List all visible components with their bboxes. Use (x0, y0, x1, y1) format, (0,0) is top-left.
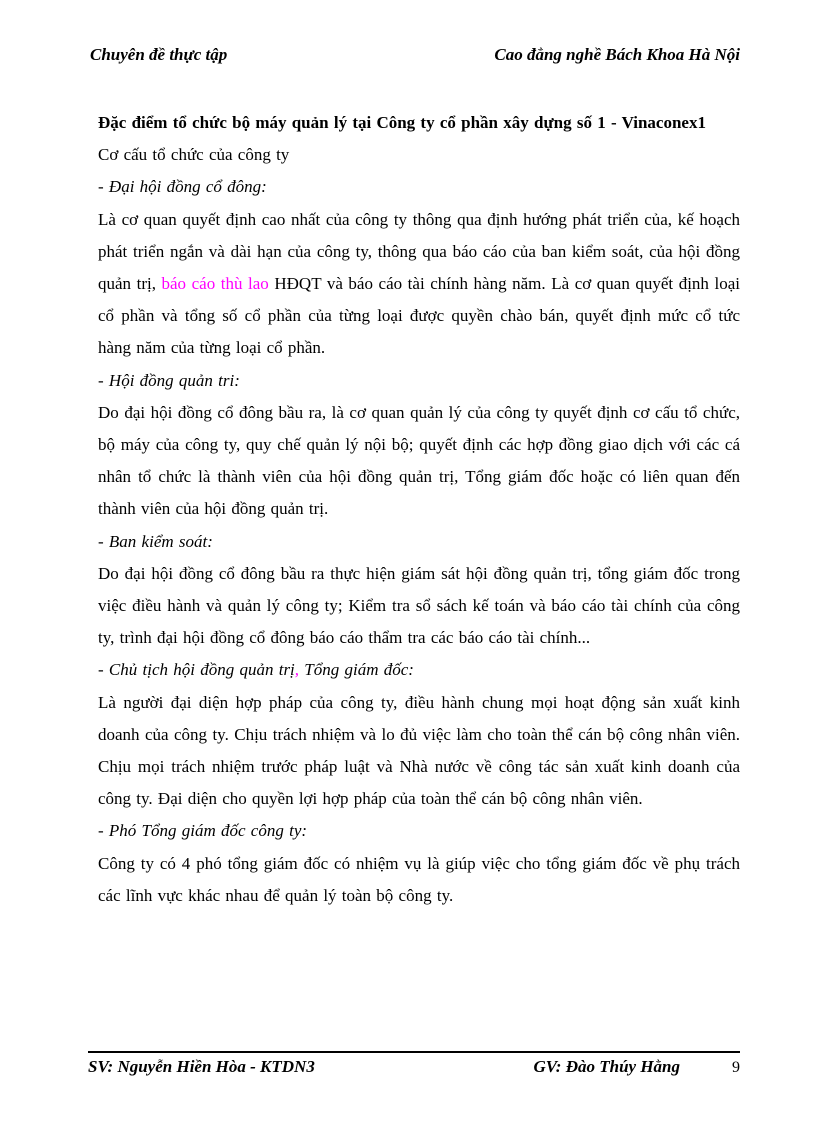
heading-pho-tong-giam-doc: - Phó Tổng giám đốc công ty: (98, 821, 308, 841)
header-right-text: Cao đẳng nghề Bách Khoa Hà Nội (494, 45, 740, 64)
page-header (90, 44, 740, 66)
header-left-text: Chuyên đề thực tập (90, 45, 228, 64)
paragraph-hoi-dong-quan-tri: Do đại hội đồng cổ đông bầu ra, là cơ quan quản lý của công ty quyết định cơ cấu tổ chức, bộ máy của công ty, quy chế quản lý nội bộ; quyết định các hợp đồng giao dịch với các cá nhân tổ chức là thành viên của hội đồng quản trị, Tổng giám đốc hoặc có liên quan đến thành viên của hội đồng quản trị. (98, 402, 740, 519)
paragraph-text: Là cơ quan quyết định cao nhất của công ty thông qua định hướng phát triển của, kế hoạch phát triển ngắn và dài hạn của công ty, thông qua báo cáo của ban kiểm soát, của hội đồng quản trị, (98, 209, 740, 294)
heading-text: - Chủ tịch hội đồng quản trị (98, 660, 295, 680)
highlighted-text: báo cáo thù lao (161, 274, 269, 294)
heading-dai-hoi-dong-co-dong: - Đại hội đồng cổ đông: (98, 177, 267, 197)
paragraph-text: HĐQT và báo cáo tài chính hàng năm. Là cơ quan quyết định loại cổ phần và tổng số cổ phần của từng loại được quyền chào bán, quyết định mức cổ tức hàng năm của từng loại cổ phần. (98, 274, 740, 358)
page-number: 9 (732, 1059, 740, 1076)
page-footer (88, 1051, 740, 1079)
heading-ban-kiem-soat: - Ban kiểm soát: (98, 531, 213, 551)
document-body (98, 107, 740, 912)
heading-text: Tổng giám đốc: (299, 660, 414, 680)
paragraph-ban-kiem-soat: Do đại hội đồng cổ đông bầu ra thực hiện giám sát hội đồng quản trị, tổng giám đốc trong việc điều hành và quản lý công ty; Kiểm tra sổ sách kế toán và báo cáo tài chính của công ty, trình đại hội đồng cổ đông báo cáo thẩm tra các báo cáo tài chính... (98, 563, 740, 648)
intro-line: Cơ cấu tổ chức của công ty (98, 145, 290, 165)
paragraph-pho-tong-giam-doc: Công ty có 4 phó tổng giám đốc có nhiệm vụ là giúp việc cho tổng giám đốc về phụ trách các lĩnh vực khác nhau để quản lý toàn bộ công ty. (98, 853, 740, 905)
paragraph-chu-tich-tong-giam-doc: Là người đại diện hợp pháp của công ty, điều hành chung mọi hoạt động sản xuất kinh doanh của công ty. Chịu trách nhiệm và lo đủ việc làm cho toàn thể cán bộ công nhân viên. Chịu mọi trách nhiệm trước pháp luật và Nhà nước về công tác sản xuất kinh doanh của công ty. Đại diện cho quyền lợi hợp pháp của toàn thể cán bộ công nhân viên. (98, 692, 740, 809)
paragraph-dai-hoi-dong-co-dong (98, 204, 740, 365)
heading-hoi-dong-quan-tri: - Hội đồng quản tri: (98, 370, 240, 390)
footer-student-name: SV: Nguyễn Hiền Hòa - KTDN3 (88, 1057, 315, 1076)
highlighted-comma: , (294, 660, 300, 680)
section-title: Đặc điểm tổ chức bộ máy quản lý tại Công ty cổ phần xây dựng số 1 - Vinaconex1 (98, 113, 706, 132)
footer-teacher-name: GV: Đào Thúy Hằng (533, 1057, 680, 1076)
heading-chu-tich-tong-giam-doc (98, 654, 740, 686)
